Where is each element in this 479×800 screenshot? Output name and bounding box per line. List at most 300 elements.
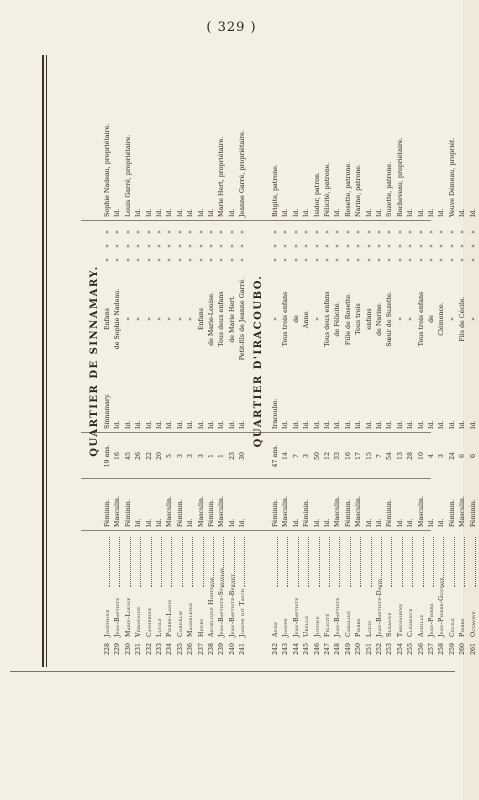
owner-cell: Marie Hert, propriétaire. — [218, 136, 226, 217]
sex-cell: Féminin. — [448, 499, 456, 527]
entry-number: 254 — [396, 643, 404, 656]
place-cell: Id. — [282, 420, 290, 429]
entry-number: 244 — [292, 643, 300, 656]
mark-cell: » — [176, 230, 184, 234]
age-cell: 16 — [114, 452, 122, 461]
entry-number: 257 — [428, 643, 435, 656]
place-cell: Id. — [114, 420, 122, 429]
entry-number: 240 — [228, 643, 236, 656]
sex-cell: Id. — [376, 518, 383, 527]
sex-cell: Féminin. — [104, 499, 111, 527]
person-name: Jean-Pierre — [428, 603, 435, 637]
entry-number: 253 — [386, 643, 394, 656]
person-name: Lucile — [156, 618, 163, 637]
entry-number: 250 — [355, 643, 363, 656]
age-cell: 54 — [386, 452, 394, 461]
place-cell: Id. — [187, 420, 195, 429]
left-border-rule-inner — [46, 55, 47, 667]
mark-cell: » — [239, 258, 247, 262]
table-row — [385, 55, 395, 667]
page-number: ( 329 ) — [206, 20, 257, 35]
section-title-iracoubo: QUARTIER D'IRACOUBO. — [253, 274, 264, 448]
sex-cell: Id. — [396, 518, 404, 527]
table-row — [365, 55, 375, 667]
place-cell: Id. — [469, 420, 477, 429]
owner-cell: Id. — [145, 208, 153, 217]
relation-cell: » — [156, 317, 163, 321]
sex-cell: Id. — [438, 518, 446, 527]
person-name: Caroline — [344, 610, 352, 637]
mark-cell: » — [197, 244, 205, 248]
entry-number: 248 — [334, 643, 342, 656]
sex-cell: Masculin. — [355, 495, 363, 527]
mark-cell: » — [292, 244, 300, 248]
place-cell: Id. — [344, 420, 352, 429]
age-cell: 5 — [166, 454, 174, 459]
mark-cell: » — [407, 258, 415, 262]
entry-number: 233 — [156, 643, 163, 656]
age-cell: 6 — [459, 454, 467, 459]
left-border-rule — [42, 55, 44, 667]
owner-cell: Id. — [334, 208, 342, 217]
mark-cell: » — [344, 230, 352, 234]
mark-cell: » — [428, 230, 435, 234]
entry-number: 256 — [417, 643, 425, 656]
place-cell: Id. — [438, 420, 446, 429]
table-row — [417, 55, 427, 667]
sex-cell: Id. — [239, 518, 247, 527]
table-row — [217, 55, 227, 667]
mark-cell: » — [428, 258, 435, 262]
sex-cell: Id. — [407, 518, 415, 527]
relation-cell: enfans — [365, 308, 373, 330]
mark-cell: » — [197, 258, 205, 262]
relation-cell: Anne. — [303, 309, 311, 329]
relation-cell: de — [428, 315, 435, 323]
mark-cell: » — [344, 244, 352, 248]
mark-cell: » — [166, 258, 174, 262]
mark-cell: » — [145, 244, 153, 248]
age-cell: 10 — [417, 452, 425, 461]
sex-cell: Id. — [428, 518, 435, 527]
relation-cell: » — [469, 317, 477, 321]
owner-cell: Id. — [114, 208, 122, 217]
person-name: Ursule — [303, 615, 311, 637]
section-title-sinnamary: QUARTIER DE SINNAMARY. — [89, 265, 100, 457]
mark-cell: » — [156, 244, 163, 248]
relation-cell: Petit-fils de Jeanne Garré. — [239, 277, 247, 361]
mark-cell: » — [303, 244, 311, 248]
mark-cell: » — [208, 230, 215, 234]
table-row — [344, 55, 354, 667]
place-cell: Id. — [239, 420, 247, 429]
table-row — [165, 55, 175, 667]
mark-cell: » — [239, 244, 247, 248]
mark-cell: » — [292, 230, 300, 234]
mark-cell: » — [239, 230, 247, 234]
relation-cell: Enfans — [104, 307, 111, 331]
table-row — [238, 55, 248, 667]
owner-cell: Rocheveau, propriétaire. — [396, 137, 404, 217]
relation-cell: Tous trois enfans — [282, 291, 290, 347]
relation-cell: » — [124, 317, 132, 321]
person-name: Pierre — [459, 618, 467, 637]
age-cell: 26 — [135, 452, 143, 461]
mark-cell: » — [448, 230, 456, 234]
sex-cell: Masculin. — [282, 495, 290, 527]
owner-cell: Id. — [197, 208, 205, 217]
person-name: Marie-Louise — [124, 597, 132, 637]
person-name: Joseph — [282, 618, 290, 637]
mark-cell: » — [282, 230, 290, 234]
place-cell: Id. — [334, 420, 342, 429]
mark-cell: » — [104, 258, 111, 262]
mark-cell: » — [197, 230, 205, 234]
sex-cell: Masculin. — [334, 495, 342, 527]
age-cell: 17 — [355, 452, 363, 461]
owner-cell: Id. — [292, 208, 300, 217]
sex-cell: Masculin. — [417, 495, 425, 527]
mark-cell: » — [417, 230, 425, 234]
mark-cell: » — [272, 258, 279, 262]
owner-cell: Id. — [208, 208, 215, 217]
age-cell: 47 ans. — [272, 444, 279, 468]
mark-cell: » — [438, 258, 446, 262]
person-name: Octavine — [469, 611, 477, 637]
relation-cell: de Sophie Nadeau. — [114, 288, 122, 350]
mark-cell: » — [228, 230, 236, 234]
relation-cell: » — [135, 317, 143, 321]
owner-cell: Félicité, patrone. — [324, 162, 331, 217]
age-cell: 4 — [428, 454, 435, 459]
mark-cell: » — [428, 244, 435, 248]
place-cell: Id. — [313, 420, 321, 429]
entry-number: 241 — [239, 643, 247, 656]
relation-cell: Fille de Rosette. — [344, 292, 352, 346]
mark-cell: » — [208, 258, 215, 262]
person-name: Jean-Baptiste-David — [376, 578, 383, 637]
person-name: Magdeleine — [187, 602, 195, 637]
mark-cell: » — [187, 258, 195, 262]
mark-cell: » — [282, 244, 290, 248]
place-cell: Id. — [355, 420, 363, 429]
owner-cell: Id. — [176, 208, 184, 217]
table-row — [113, 55, 123, 667]
entry-number: 249 — [344, 643, 352, 656]
table-row — [375, 55, 385, 667]
entry-number: 251 — [365, 643, 373, 656]
table-row — [396, 55, 406, 667]
mark-cell: » — [407, 244, 415, 248]
mark-cell: » — [114, 258, 122, 262]
entry-number: 260 — [459, 643, 467, 656]
person-name: Jean-Baptiste-Stanislas — [218, 567, 226, 637]
sex-cell: Masculin. — [218, 495, 226, 527]
table-row — [302, 55, 312, 667]
sex-cell: Masculin. — [114, 495, 122, 527]
place-cell: Id. — [208, 420, 215, 429]
age-cell: 13 — [396, 452, 404, 461]
entry-number: 245 — [303, 643, 311, 656]
person-name: Pierre — [355, 618, 363, 637]
owner-cell: Id. — [376, 208, 383, 217]
owner-cell: Id. — [166, 208, 174, 217]
age-cell: 7 — [292, 454, 300, 459]
mark-cell: » — [459, 258, 467, 262]
mark-cell: » — [156, 258, 163, 262]
mark-cell: » — [187, 244, 195, 248]
entry-number: 247 — [324, 643, 331, 656]
sex-cell: Id. — [145, 518, 153, 527]
table-row — [448, 55, 458, 667]
table-row — [176, 55, 186, 667]
table-row — [103, 55, 113, 667]
entry-number: 242 — [272, 643, 279, 656]
place-cell: Id. — [197, 420, 205, 429]
place-cell: Id. — [228, 420, 236, 429]
entry-number: 228 — [104, 643, 111, 656]
person-name: Angélique Hortense — [208, 576, 215, 637]
place-cell: Id. — [428, 420, 435, 429]
table-row — [281, 55, 291, 667]
place-cell: Id. — [292, 420, 300, 429]
place-cell: Id. — [417, 420, 425, 429]
entry-number: 238 — [208, 643, 215, 656]
owner-cell: Isidor, patron. — [313, 171, 321, 217]
age-cell: 28 — [407, 452, 415, 461]
mark-cell: » — [313, 258, 321, 262]
table-row — [271, 55, 281, 667]
mark-cell: » — [459, 244, 467, 248]
relation-cell: de Marie-Louise. — [208, 292, 215, 346]
place-cell: Id. — [396, 420, 404, 429]
mark-cell: » — [438, 244, 446, 248]
mark-cell: » — [355, 258, 363, 262]
sex-cell: Id. — [187, 518, 195, 527]
mark-cell: » — [282, 258, 290, 262]
mark-cell: » — [355, 230, 363, 234]
age-cell: 45 — [124, 452, 132, 461]
mark-cell: » — [135, 230, 143, 234]
mark-cell: » — [114, 230, 122, 234]
mark-cell: » — [407, 230, 415, 234]
owner-cell: Id. — [417, 208, 425, 217]
relation-cell: Tous trois — [355, 303, 363, 335]
age-cell: 12 — [324, 452, 331, 461]
relation-cell: Tous deux enfans — [218, 291, 226, 347]
mark-cell: » — [124, 258, 132, 262]
table-row — [437, 55, 447, 667]
mark-cell: » — [228, 258, 236, 262]
mark-cell: » — [469, 258, 477, 262]
table-row — [427, 55, 437, 667]
place-cell: Id. — [218, 420, 226, 429]
mark-cell: » — [124, 230, 132, 234]
age-cell: 22 — [145, 452, 153, 461]
table-row — [458, 55, 468, 667]
mark-cell: » — [272, 230, 279, 234]
age-cell: 33 — [334, 452, 342, 461]
person-name: Félicité — [324, 613, 331, 637]
age-cell: 3 — [197, 454, 205, 459]
owner-cell: Id. — [438, 208, 446, 217]
mark-cell: » — [334, 230, 342, 234]
place-cell: Id. — [156, 420, 163, 429]
mark-cell: » — [386, 244, 394, 248]
sex-cell: Id. — [365, 518, 373, 527]
mark-cell: » — [218, 244, 226, 248]
age-cell: 14 — [282, 452, 290, 461]
table-row — [155, 55, 165, 667]
table-row — [207, 55, 217, 667]
mark-cell: » — [469, 244, 477, 248]
sex-cell: Féminin. — [124, 499, 132, 527]
sex-cell: Id. — [313, 518, 321, 527]
person-name: Cécile — [448, 617, 456, 637]
mark-cell: » — [218, 258, 226, 262]
mark-cell: » — [176, 258, 184, 262]
owner-cell: Id. — [365, 208, 373, 217]
table-row — [124, 55, 134, 667]
person-name: Achille — [417, 614, 425, 637]
person-name: Jean-Baptiste-Bennet — [228, 573, 236, 637]
age-cell: 3 — [187, 454, 195, 459]
relation-cell: Sœur de Suzette. — [386, 291, 394, 347]
owner-cell: Id. — [135, 208, 143, 217]
mark-cell: » — [448, 244, 456, 248]
mark-cell: » — [124, 244, 132, 248]
sex-cell: Féminin. — [469, 499, 477, 527]
mark-cell: » — [376, 244, 383, 248]
entry-number: 231 — [135, 643, 143, 656]
person-name: Pierre-Louis — [166, 599, 174, 637]
place-cell: Id. — [166, 420, 174, 429]
mark-cell: » — [292, 258, 300, 262]
person-name: Jean-Baptiste — [114, 597, 122, 637]
sex-cell: Masculin. — [166, 495, 174, 527]
person-name: Suzanne — [386, 612, 394, 637]
owner-cell: Id. — [282, 208, 290, 217]
owner-cell: Id. — [407, 208, 415, 217]
age-cell: 30 — [239, 452, 247, 461]
place-cell: Id. — [324, 420, 331, 429]
owner-cell: Id. — [156, 208, 163, 217]
mark-cell: » — [365, 258, 373, 262]
age-cell: 23 — [228, 452, 236, 461]
mark-cell: » — [355, 244, 363, 248]
owner-cell: Id. — [469, 208, 477, 217]
entry-number: 255 — [407, 643, 415, 656]
table-row — [313, 55, 323, 667]
person-name: Théodorine — [396, 603, 404, 637]
mark-cell: » — [396, 244, 404, 248]
mark-cell: » — [459, 230, 467, 234]
table-row — [354, 55, 364, 667]
entry-number: 239 — [218, 643, 226, 656]
place-cell: Id. — [135, 420, 143, 429]
sex-cell: Id. — [292, 518, 300, 527]
place-cell: Id. — [459, 420, 467, 429]
owner-cell: Id. — [303, 208, 311, 217]
relation-cell: » — [166, 317, 174, 321]
relation-cell: » — [187, 317, 195, 321]
mark-cell: » — [438, 230, 446, 234]
sex-cell: Masculin. — [197, 495, 205, 527]
mark-cell: » — [135, 258, 143, 262]
age-cell: 24 — [448, 452, 456, 461]
owner-cell: Id. — [428, 208, 435, 217]
sex-cell: Féminin. — [303, 499, 311, 527]
age-cell: 6 — [469, 454, 477, 459]
owner-cell: Id. — [187, 208, 195, 217]
mark-cell: » — [114, 244, 122, 248]
entry-number: 261 — [469, 643, 477, 656]
relation-cell: de Marie Hert. — [228, 295, 236, 343]
mark-cell: » — [396, 258, 404, 262]
owner-cell: Id. — [459, 208, 467, 217]
mark-cell: » — [376, 230, 383, 234]
age-cell: 3 — [176, 454, 184, 459]
sex-cell: Féminin. — [272, 499, 279, 527]
relation-cell: » — [407, 317, 415, 321]
mark-cell: » — [208, 244, 215, 248]
owner-cell: Suzette, patrone. — [386, 161, 394, 217]
sex-cell: Masculin. — [459, 495, 467, 527]
table-row — [228, 55, 238, 667]
mark-cell: » — [376, 258, 383, 262]
rotated-register-table — [81, 55, 477, 667]
person-name: Jean-Pierre-Gustave — [438, 577, 446, 637]
entry-number: 258 — [438, 643, 446, 656]
sex-cell: Féminin. — [208, 499, 215, 527]
mark-cell: » — [417, 258, 425, 262]
place-cell: Id. — [365, 420, 373, 429]
place-cell: Id. — [145, 420, 153, 429]
mark-cell: » — [313, 230, 321, 234]
place-cell: Id. — [303, 420, 311, 429]
person-name: Jean-Baptiste — [334, 597, 342, 637]
relation-cell: » — [313, 317, 321, 321]
owner-cell: Id. — [228, 208, 236, 217]
owner-cell: Jeanne Garré, propriétaire. — [239, 129, 247, 217]
place-cell: Id. — [376, 420, 383, 429]
mark-cell: » — [365, 244, 373, 248]
person-name: Louis — [365, 620, 373, 637]
sex-cell: Id. — [324, 518, 331, 527]
relation-cell: » — [145, 317, 153, 321]
person-name: Justine — [313, 616, 321, 637]
relation-cell: » — [272, 317, 279, 321]
entry-number: 236 — [187, 643, 195, 656]
person-name: Jean-Baptiste — [292, 597, 300, 637]
table-row — [292, 55, 302, 667]
person-name: Cornélie — [176, 610, 184, 637]
relation-cell: de Félicité. — [334, 301, 342, 337]
age-cell: 20 — [156, 452, 163, 461]
mark-cell: » — [386, 230, 394, 234]
entry-number: 232 — [145, 643, 153, 656]
person-name: Catherine — [145, 607, 153, 637]
age-cell: 1 — [208, 454, 215, 459]
mark-cell: » — [386, 258, 394, 262]
entry-number: 230 — [124, 643, 132, 656]
mark-cell: » — [324, 230, 331, 234]
mark-cell: » — [104, 244, 111, 248]
relation-cell: Tous deux enfans — [324, 291, 331, 347]
sex-cell: Id. — [135, 518, 143, 527]
age-cell: 16 — [344, 452, 352, 461]
mark-cell: » — [145, 230, 153, 234]
